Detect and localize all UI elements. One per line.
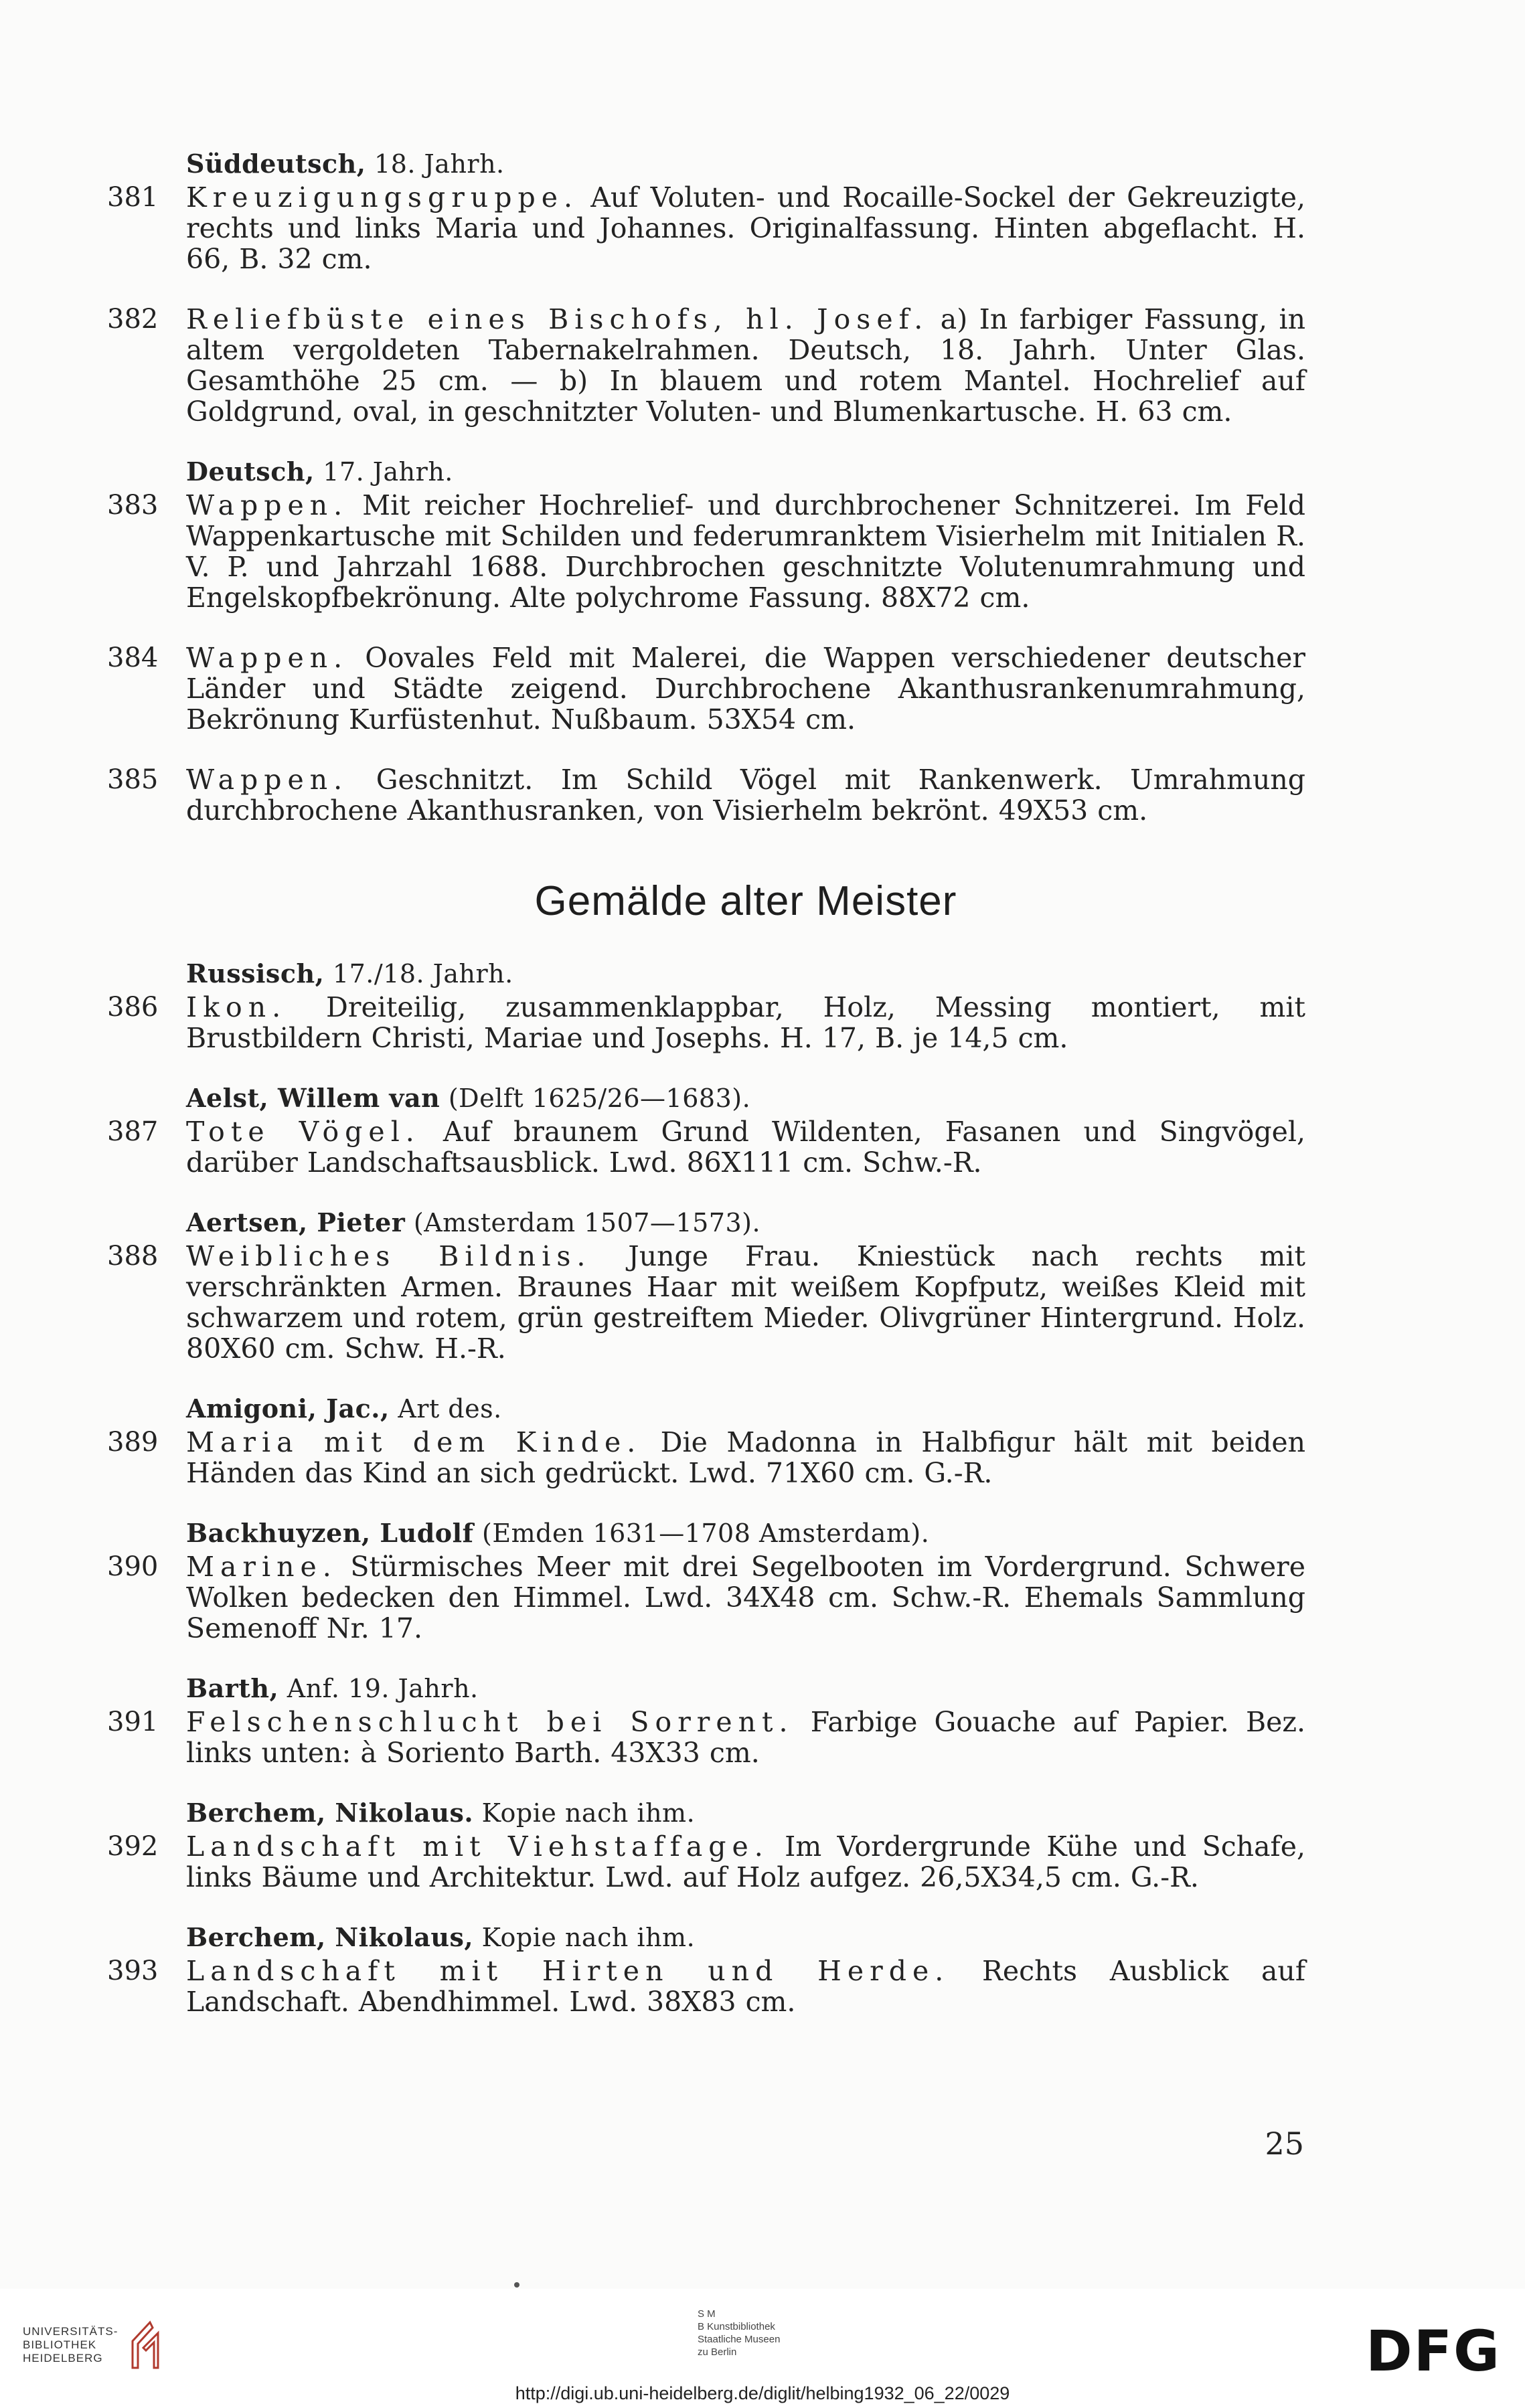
lot-title: Reliefbüste eines Bischofs, hl. Josef. (186, 303, 929, 335)
artist-detail: Kopie nach ihm. (473, 1923, 696, 1952)
lot-title: Ikon. (186, 991, 287, 1023)
catalog-entry (107, 642, 1305, 735)
lot-number: 391 (107, 1707, 159, 1737)
group-heading (186, 149, 1305, 179)
lot-number: 388 (107, 1241, 159, 1272)
lot-title: Landschaft mit Viehstaffage. (186, 1830, 769, 1863)
lot-title: Kreuzigungsgruppe. (186, 181, 578, 213)
group-heading (186, 456, 1305, 487)
page-number: 25 (1265, 2126, 1304, 2162)
heading-name: Deutsch, (186, 456, 315, 487)
artist-name: Amigoni, Jac., (186, 1393, 390, 1424)
entry-description (186, 1241, 1305, 1364)
entry-description (186, 1956, 1305, 2017)
lot-text: Stürmisches Meer mit drei Segelbooten im Vordergrund. Schwere Wolken bedecken den Himmel. Lwd. 34X48 cm. Schw.-R. Ehemals Sammlung Semenoff Nr. 17. (186, 1551, 1305, 1644)
catalog-entry (107, 304, 1305, 427)
catalog-entry (107, 992, 1305, 1053)
lot-number: 386 (107, 992, 159, 1023)
lot-title: Wappen. (186, 489, 349, 521)
artist-name: Russisch, (186, 958, 325, 988)
university-library-name: UNIVERSITÄTS- BIBLIOTHEK HEIDELBERG (23, 2325, 118, 2364)
catalog-entry (107, 1956, 1305, 2017)
dfg-logo[interactable]: DFG (1365, 2318, 1501, 2384)
artist-name: Backhuyzen, Ludolf (186, 1518, 474, 1548)
artist-heading (186, 1207, 1305, 1238)
entry-description (186, 1116, 1305, 1178)
lot-number: 381 (107, 182, 159, 213)
entry-description (186, 1551, 1305, 1644)
catalog-entry (107, 1831, 1305, 1893)
lot-number: 389 (107, 1427, 159, 1458)
scan-dot (514, 2282, 519, 2288)
lot-text: Rechts Ausblick auf Landschaft. Abendhimmel. Lwd. 38X83 cm. (186, 1955, 1305, 2018)
artist-detail: Art des. (389, 1394, 502, 1424)
artist-heading (186, 958, 1305, 989)
artist-detail: (Emden 1631—1708 Amsterdam). (473, 1519, 930, 1548)
heading-detail: 17. Jahrh. (314, 457, 453, 487)
entry-description (186, 642, 1305, 735)
artist-name: Aelst, Willem van (186, 1083, 440, 1113)
lot-text: Im Vordergrunde Kühe und Schafe, links Bäume und Architektur. Lwd. auf Holz aufgez. 26,5X34,5 cm. G.-R. (186, 1830, 1305, 1893)
lot-title: Maria mit dem Kinde. (186, 1426, 642, 1458)
catalog-entry (107, 1551, 1305, 1644)
catalog-entry (107, 490, 1305, 613)
lot-text: Auf braunem Grund Wildenten, Fasanen und Singvögel, darüber Landschaftsausblick. Lwd. 86X111 cm. Schw.-R. (186, 1116, 1305, 1179)
catalog-entry (107, 1241, 1305, 1364)
entry-description (186, 764, 1305, 826)
lot-text: Auf Voluten- und Rocaille-Sockel der Gekreuzigte, rechts und links Maria und Johannes. Originalfassung. Hinten abgeflacht. H. 66, B. 32 cm. (186, 181, 1305, 275)
lot-number: 382 (107, 304, 159, 335)
entry-description (186, 304, 1305, 427)
catalog-entry (107, 1427, 1305, 1488)
artist-detail: 17./18. Jahrh. (324, 959, 513, 988)
artist-heading (186, 1518, 1305, 1549)
artist-heading (186, 1922, 1305, 1953)
lot-text: Oovales Feld mit Malerei, die Wappen verschiedener deutscher Länder und Städte zeigend. Durchbrochene Akanthusrankenumrahmung, Bekrönung Kurfüstenhut. Nußbaum. 53X54 cm. (186, 642, 1305, 736)
lot-number: 383 (107, 490, 159, 521)
lot-title: Tote Vögel. (186, 1116, 420, 1148)
lot-text: Junge Frau. Kniestück nach rechts mit verschränkten Armen. Braunes Haar mit weißem Kopfputz, weißes Kleid mit schwarzem und rotem, grün gestreiftem Mieder. Olivgrüner Hintergrund. Holz. 80X60 cm. Schw. H.-R. (186, 1240, 1305, 1365)
lot-text: a) In farbiger Fassung, in altem vergoldeten Tabernakelrahmen. Deutsch, 18. Jahrh. Unter Glas. Gesamthöhe 25 cm. — b) In blauem und rotem Mantel. Hochrelief auf Goldgrund, oval, in geschnitzter Voluten- und Blumenkartusche. H. 63 cm. (186, 303, 1305, 428)
lot-title: Felschenschlucht bei Sorrent. (186, 1706, 794, 1738)
entry-description (186, 1831, 1305, 1893)
lot-title: Wappen. (186, 764, 349, 796)
lot-text: Die Madonna in Halbfigur hält mit beiden Händen das Kind an sich gedrückt. Lwd. 71X60 cm. G.-R. (186, 1426, 1305, 1489)
artist-heading (186, 1798, 1305, 1828)
lot-number: 393 (107, 1956, 159, 1986)
artist-detail: (Delft 1625/26—1683). (440, 1084, 751, 1113)
artist-name: Berchem, Nikolaus. (186, 1798, 474, 1828)
artist-name: Berchem, Nikolaus, (186, 1922, 474, 1952)
lot-number: 390 (107, 1551, 159, 1582)
artist-heading (186, 1673, 1305, 1704)
lot-number: 385 (107, 764, 159, 795)
artist-detail: Anf. 19. Jahrh. (278, 1674, 479, 1703)
kunstbibliothek-logo[interactable]: S M B Kunstbibliothek Staatliche Museen zu Berlin (698, 2308, 781, 2358)
permalink-url[interactable]: http://digi.ub.uni-heidelberg.de/diglit/helbing1932_06_22/0029 (515, 2383, 1010, 2403)
lot-title: Weibliches Bildnis. (186, 1240, 592, 1272)
section-title: Gemälde alter Meister (534, 878, 957, 924)
artist-name: Barth, (186, 1673, 279, 1703)
catalog-entry (107, 764, 1305, 826)
lot-title: Wappen. (186, 642, 349, 674)
university-library-logo[interactable] (23, 2318, 166, 2372)
lot-title: Marine. (186, 1551, 337, 1583)
entry-description (186, 182, 1305, 274)
entry-description (186, 490, 1305, 613)
lot-text: Geschnitzt. Im Schild Vögel mit Rankenwerk. Umrahmung durchbrochene Akanthusranken, von Visierhelm bekrönt. 49X53 cm. (186, 764, 1305, 827)
lot-number: 392 (107, 1831, 159, 1862)
lot-text: Mit reicher Hochrelief- und durchbrochener Schnitzerei. Im Feld Wappenkartusche mit Schilden und federumranktem Visierhelm mit Initialen R. V. P. und Jahrzahl 1688. Durchbrochen geschnitzte Volutenumrahmung und Engelskopfbekrönung. Alte polychrome Fassung. 88X72 cm. (186, 489, 1305, 614)
page-content (107, 149, 1305, 2047)
catalog-entry (107, 1116, 1305, 1178)
lot-text: Dreiteilig, zusammenklappbar, Holz, Messing montiert, mit Brustbildern Christi, Mariae und Josephs. H. 17, B. je 14,5 cm. (186, 991, 1305, 1054)
artist-heading (186, 1393, 1305, 1424)
artist-detail: Kopie nach ihm. (473, 1798, 696, 1828)
entry-description (186, 992, 1305, 1053)
catalog-entry (107, 1707, 1305, 1768)
artist-name: Aertsen, Pieter (186, 1207, 406, 1237)
digitization-footer (0, 2296, 1525, 2408)
lot-number: 384 (107, 642, 159, 673)
entry-description (186, 1427, 1305, 1488)
lot-number: 387 (107, 1116, 159, 1147)
catalog-entry (107, 182, 1305, 274)
library-emblem-icon (123, 2318, 166, 2372)
lot-text: Farbige Gouache auf Papier. Bez. links unten: à Soriento Barth. 43X33 cm. (186, 1706, 1305, 1769)
heading-name: Süddeutsch, (186, 149, 366, 179)
entry-description (186, 1707, 1305, 1768)
heading-detail: 18. Jahrh. (366, 149, 505, 179)
artist-heading (186, 1083, 1305, 1114)
artist-detail: (Amsterdam 1507—1573). (405, 1208, 761, 1237)
lot-title: Landschaft mit Hirten und Herde. (186, 1955, 950, 1987)
